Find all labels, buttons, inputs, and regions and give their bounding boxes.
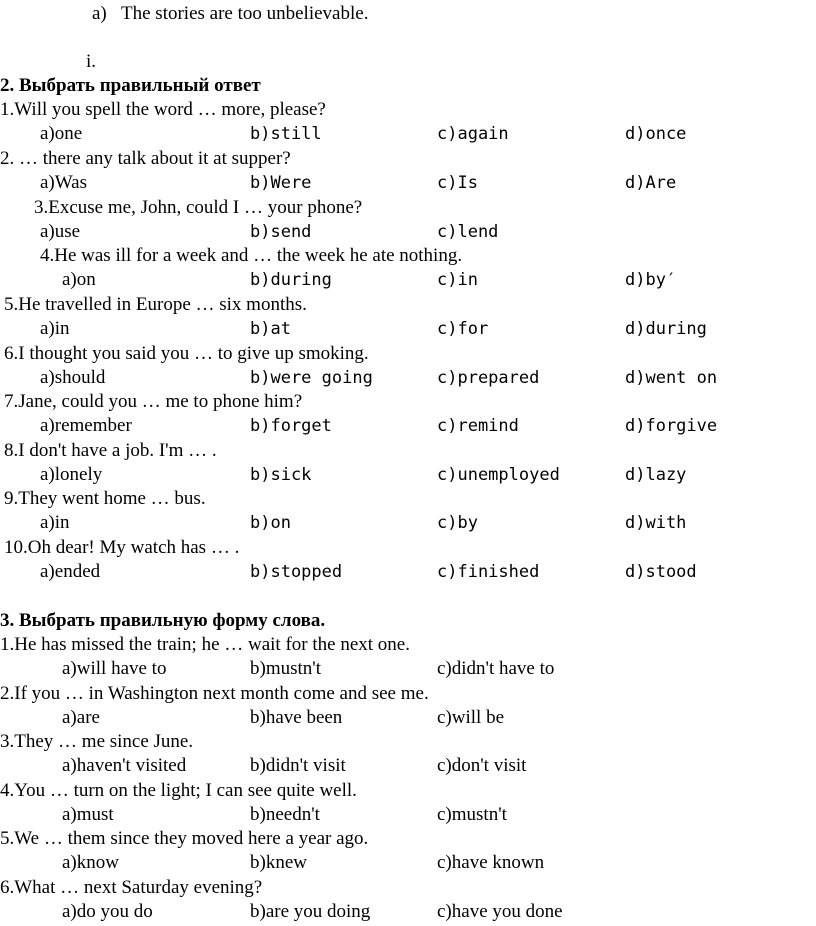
- option-c: c)didn't have to: [437, 658, 555, 679]
- s2-question-4: 4.He was ill for a week and … the week he ate nothing.: [40, 245, 463, 266]
- option-a: a)one: [40, 123, 83, 144]
- option-a: a)ended: [40, 561, 101, 582]
- option-a: a)Was: [40, 172, 87, 193]
- option-a: a)on: [62, 269, 96, 290]
- option-d: d)Are: [625, 173, 677, 193]
- option-c: c)will be: [437, 707, 505, 728]
- option-a: a)haven't visited: [62, 755, 187, 776]
- option-d: d)stood: [625, 562, 697, 582]
- s3-question-2: 2.If you … in Washington next month come and see me.: [0, 683, 429, 704]
- option-d: d)went on: [625, 368, 718, 388]
- option-c: c)Is: [437, 173, 478, 193]
- option-a: a)are: [62, 707, 100, 728]
- option-a: a)in: [40, 318, 70, 339]
- s2-options-5: [0, 317, 816, 341]
- option-d: d)forgive: [625, 416, 718, 436]
- option-c: c)in: [437, 270, 478, 290]
- option-b: b)Were: [250, 173, 312, 193]
- s2-options-9: [0, 511, 816, 535]
- option-d: d)once: [625, 124, 687, 144]
- option-b: b)didn't visit: [250, 755, 346, 776]
- option-a: a)know: [62, 852, 119, 873]
- s3-options-4: [0, 803, 816, 827]
- s2-options-7: [0, 414, 816, 438]
- option-a: a)will have to: [62, 658, 167, 679]
- s2-question-10: 10.Oh dear! My watch has … .: [4, 537, 240, 558]
- option-a: a)do you do: [62, 901, 153, 922]
- s2-options-1: [0, 122, 816, 146]
- top-item-a: a) The stories are too unbelievable.: [92, 3, 369, 24]
- option-b: b)on: [250, 513, 291, 533]
- option-b: b)mustn't: [250, 658, 321, 679]
- option-a: a)remember: [40, 415, 132, 436]
- option-c: c)unemployed: [437, 465, 560, 485]
- s2-question-6: 6.I thought you said you … to give up smoking.: [4, 343, 369, 364]
- s3-question-6: 6.What … next Saturday evening?: [0, 877, 263, 898]
- section2-heading: 2. Выбрать правильный ответ: [0, 75, 261, 96]
- option-a: a)should: [40, 367, 106, 388]
- s2-options-8: [0, 463, 816, 487]
- s3-question-1: 1.He has missed the train; he … wait for the next one.: [0, 634, 410, 655]
- s2-question-9: 9.They went home … bus.: [4, 488, 206, 509]
- s2-options-4: [0, 268, 816, 292]
- s2-question-3: 3.Excuse me, John, could I … your phone?: [34, 197, 363, 218]
- s2-question-5: 5.He travelled in Europe … six months.: [4, 294, 307, 315]
- s3-question-3: 3.They … me since June.: [0, 731, 194, 752]
- option-d: d)lazy: [625, 465, 687, 485]
- s2-options-2: [0, 171, 816, 195]
- option-b: b)still: [250, 124, 322, 144]
- option-c: c)again: [437, 124, 509, 144]
- option-b: b)are you doing: [250, 901, 371, 922]
- s2-options-6: [0, 366, 816, 390]
- option-c: c)mustn't: [437, 804, 507, 825]
- option-a: a)must: [62, 804, 114, 825]
- s3-options-5: [0, 851, 816, 875]
- s2-question-2: 2. … there any talk about it at supper?: [0, 148, 291, 169]
- s3-question-5: 5.We … them since they moved here a year ago.: [0, 828, 369, 849]
- s3-options-2: [0, 706, 816, 730]
- option-c: c)lend: [437, 222, 499, 242]
- s3-options-6: [0, 900, 816, 924]
- option-b: b)knew: [250, 852, 307, 873]
- section3-heading: 3. Выбрать правильную форму слова.: [0, 610, 326, 631]
- option-a: a)lonely: [40, 464, 103, 485]
- s2-options-3: [0, 220, 816, 244]
- option-a: a)use: [40, 221, 81, 242]
- option-a: a)in: [40, 512, 70, 533]
- option-c: c)by: [437, 513, 478, 533]
- option-b: b)send: [250, 222, 312, 242]
- s2-question-8: 8.I don't have a job. I'm … .: [4, 440, 217, 461]
- option-b: b)at: [250, 319, 291, 339]
- option-b: b)forget: [250, 416, 332, 436]
- option-c: c)prepared: [437, 368, 540, 388]
- option-b: b)have been: [250, 707, 343, 728]
- s3-options-3: [0, 754, 816, 778]
- option-d: d)by′: [625, 270, 677, 290]
- option-c: c)finished: [437, 562, 540, 582]
- option-c: c)have known: [437, 852, 545, 873]
- s2-question-7: 7.Jane, could you … me to phone him?: [4, 391, 303, 412]
- option-b: b)sick: [250, 465, 312, 485]
- option-c: c)don't visit: [437, 755, 527, 776]
- option-d: d)during: [625, 319, 707, 339]
- option-b: b)needn't: [250, 804, 320, 825]
- s3-options-1: [0, 657, 816, 681]
- option-b: b)were going: [250, 368, 373, 388]
- option-d: d)with: [625, 513, 687, 533]
- s2-options-10: [0, 560, 816, 584]
- option-c: c)for: [437, 319, 489, 339]
- s3-question-4: 4.You … turn on the light; I can see quite well.: [0, 780, 357, 801]
- option-b: b)during: [250, 270, 332, 290]
- top-item-i: i.: [86, 51, 97, 72]
- option-c: c)have you done: [437, 901, 563, 922]
- option-b: b)stopped: [250, 562, 343, 582]
- s2-question-1: 1.Will you spell the word … more, please?: [0, 99, 326, 120]
- option-c: c)remind: [437, 416, 519, 436]
